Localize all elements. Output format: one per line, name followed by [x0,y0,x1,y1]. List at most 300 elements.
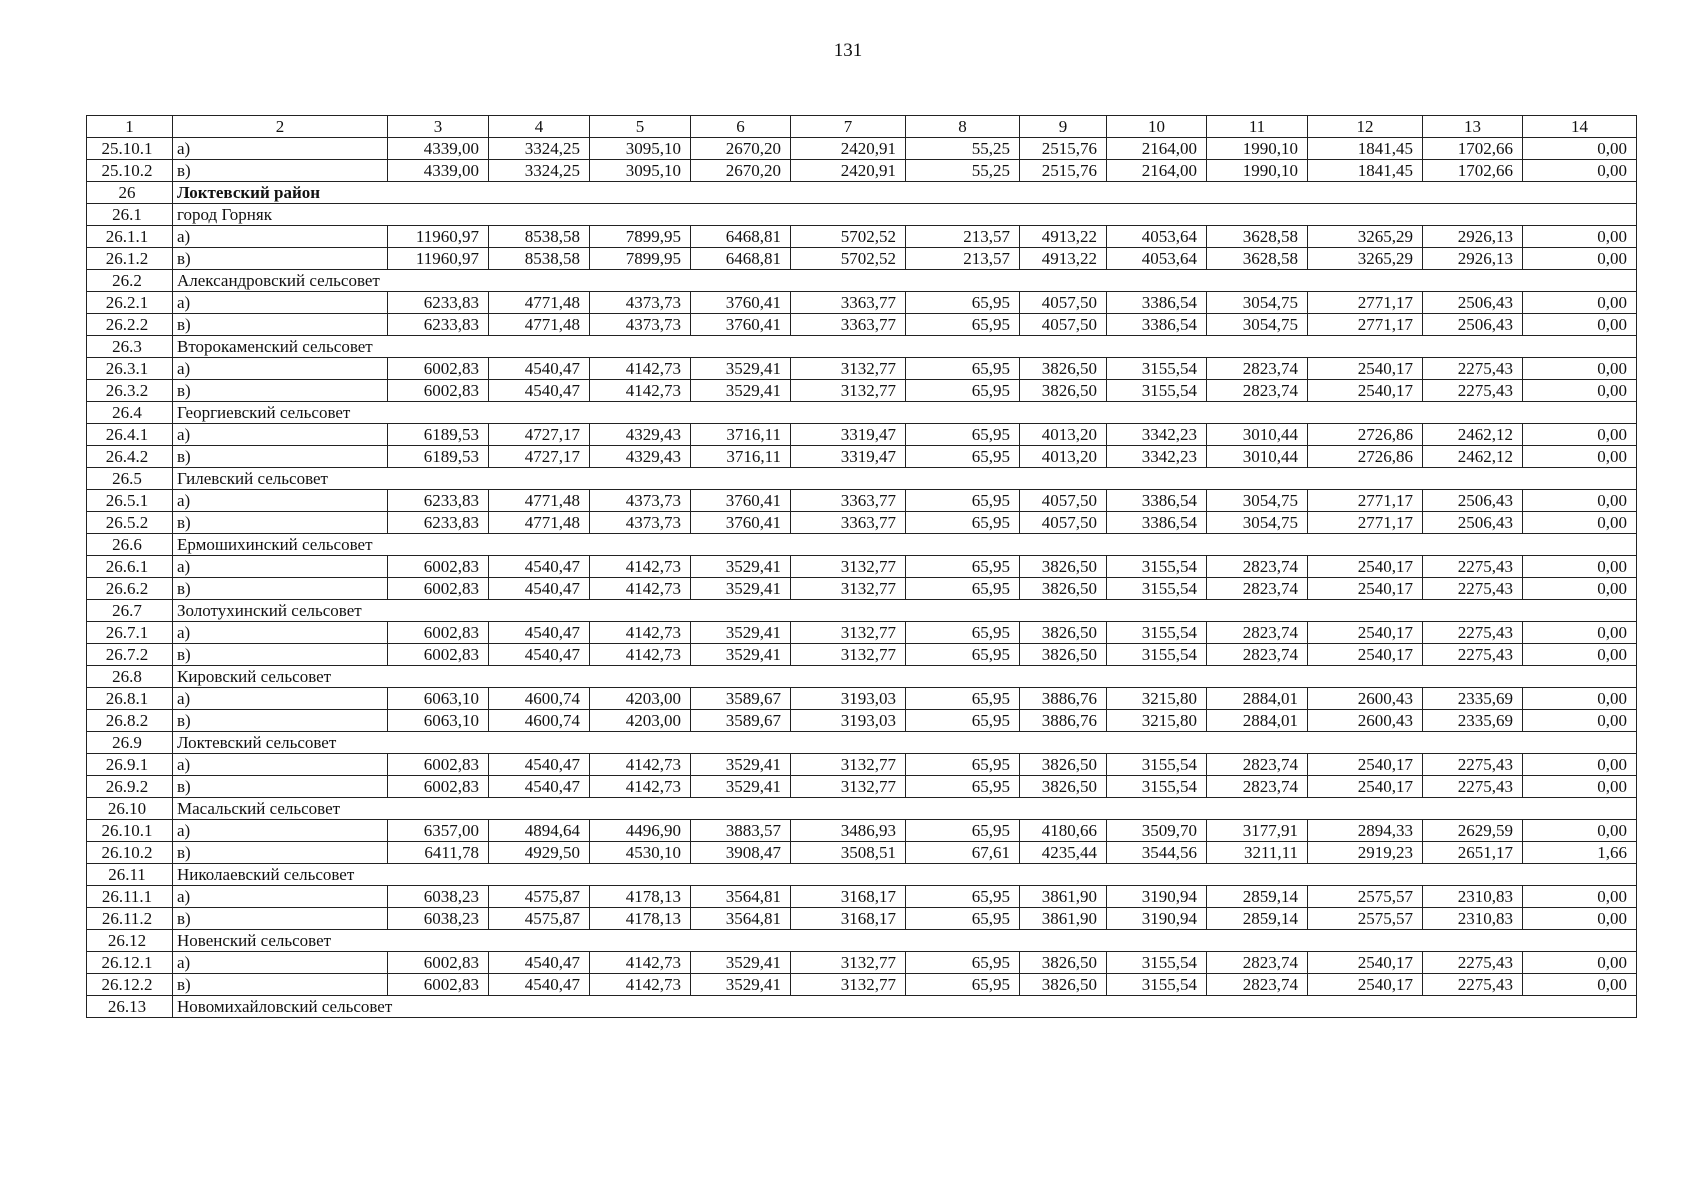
value-cell: 3265,29 [1308,226,1423,248]
value-cell: 3132,77 [791,556,906,578]
value-cell: 0,00 [1523,138,1637,160]
value-cell: 2919,23 [1308,842,1423,864]
value-cell: 2275,43 [1423,952,1523,974]
table-row [87,314,1637,336]
row-code: 25.10.2 [87,160,173,182]
value-cell: 4339,00 [388,160,489,182]
value-cell: 0,00 [1523,886,1637,908]
value-cell: 2600,43 [1308,688,1423,710]
value-cell: 4373,73 [590,512,691,534]
value-cell: 65,95 [906,710,1020,732]
table-row [87,842,1637,864]
value-cell: 3132,77 [791,776,906,798]
value-cell: 3886,76 [1020,710,1107,732]
value-cell: 3215,80 [1107,710,1207,732]
value-cell: 3155,54 [1107,644,1207,666]
value-cell: 3529,41 [691,556,791,578]
value-cell: 3168,17 [791,886,906,908]
value-cell: 2275,43 [1423,578,1523,600]
value-cell: 0,00 [1523,490,1637,512]
value-cell: 4235,44 [1020,842,1107,864]
row-label: в) [173,908,388,930]
value-cell: 3155,54 [1107,622,1207,644]
value-cell: 4057,50 [1020,314,1107,336]
value-cell: 3211,11 [1207,842,1308,864]
column-header: 12 [1308,116,1423,138]
row-code: 26.3.1 [87,358,173,380]
value-cell: 3054,75 [1207,292,1308,314]
value-cell: 2823,74 [1207,754,1308,776]
column-header: 1 [87,116,173,138]
row-code: 26.1.2 [87,248,173,270]
value-cell: 2894,33 [1308,820,1423,842]
value-cell: 2884,01 [1207,688,1308,710]
value-cell: 3155,54 [1107,556,1207,578]
row-label: в) [173,314,388,336]
section-title: Георгиевский сельсовет [173,402,1637,424]
row-code: 26.1.1 [87,226,173,248]
value-cell: 2670,20 [691,138,791,160]
section-row [87,864,1637,886]
row-code: 26.10.1 [87,820,173,842]
value-cell: 2506,43 [1423,314,1523,336]
value-cell: 0,00 [1523,710,1637,732]
row-label: в) [173,578,388,600]
value-cell: 0,00 [1523,358,1637,380]
value-cell: 3095,10 [590,160,691,182]
value-cell: 2275,43 [1423,622,1523,644]
value-cell: 3132,77 [791,974,906,996]
value-cell: 3155,54 [1107,358,1207,380]
value-cell: 3155,54 [1107,974,1207,996]
section-row [87,182,1637,204]
value-cell: 4057,50 [1020,490,1107,512]
section-row [87,666,1637,688]
value-cell: 4373,73 [590,292,691,314]
value-cell: 3564,81 [691,908,791,930]
value-cell: 0,00 [1523,820,1637,842]
row-code: 26.6.1 [87,556,173,578]
column-header: 5 [590,116,691,138]
value-cell: 0,00 [1523,754,1637,776]
value-cell: 3324,25 [489,160,590,182]
value-cell: 65,95 [906,578,1020,600]
table-row [87,688,1637,710]
value-cell: 6002,83 [388,776,489,798]
value-cell: 65,95 [906,754,1020,776]
section-title: Новомихайловский сельсовет [173,996,1637,1018]
row-code: 26.11.2 [87,908,173,930]
value-cell: 2540,17 [1308,754,1423,776]
value-cell: 2540,17 [1308,380,1423,402]
value-cell: 6233,83 [388,490,489,512]
row-code: 26.4 [87,402,173,424]
row-label: а) [173,688,388,710]
value-cell: 4540,47 [489,952,590,974]
section-row [87,534,1637,556]
value-cell: 1841,45 [1308,138,1423,160]
value-cell: 3486,93 [791,820,906,842]
value-cell: 2275,43 [1423,358,1523,380]
value-cell: 4540,47 [489,776,590,798]
value-cell: 2600,43 [1308,710,1423,732]
value-cell: 1702,66 [1423,160,1523,182]
value-cell: 3190,94 [1107,886,1207,908]
value-cell: 4540,47 [489,644,590,666]
value-cell: 4540,47 [489,622,590,644]
value-cell: 7899,95 [590,226,691,248]
section-row [87,204,1637,226]
section-title: Масальский сельсовет [173,798,1637,820]
value-cell: 11960,97 [388,226,489,248]
value-cell: 65,95 [906,952,1020,974]
value-cell: 2540,17 [1308,952,1423,974]
value-cell: 3324,25 [489,138,590,160]
value-cell: 3716,11 [691,446,791,468]
value-cell: 3132,77 [791,358,906,380]
value-cell: 4771,48 [489,292,590,314]
row-label: а) [173,886,388,908]
value-cell: 4142,73 [590,644,691,666]
value-cell: 3589,67 [691,710,791,732]
value-cell: 4771,48 [489,490,590,512]
value-cell: 4727,17 [489,446,590,468]
value-cell: 3628,58 [1207,248,1308,270]
value-cell: 3132,77 [791,754,906,776]
value-cell: 6233,83 [388,314,489,336]
value-cell: 3386,54 [1107,292,1207,314]
tariff-table [86,115,1637,1018]
value-cell: 3861,90 [1020,886,1107,908]
value-cell: 4142,73 [590,776,691,798]
value-cell: 3529,41 [691,974,791,996]
value-cell: 7899,95 [590,248,691,270]
value-cell: 2823,74 [1207,358,1308,380]
value-cell: 4178,13 [590,908,691,930]
value-cell: 6233,83 [388,512,489,534]
value-cell: 2420,91 [791,160,906,182]
value-cell: 2420,91 [791,138,906,160]
value-cell: 2823,74 [1207,556,1308,578]
table-row [87,380,1637,402]
section-title: Кировский сельсовет [173,666,1637,688]
section-row [87,798,1637,820]
value-cell: 3319,47 [791,446,906,468]
row-code: 26.13 [87,996,173,1018]
value-cell: 2506,43 [1423,292,1523,314]
row-code: 26.8.1 [87,688,173,710]
value-cell: 0,00 [1523,556,1637,578]
value-cell: 3886,76 [1020,688,1107,710]
value-cell: 4540,47 [489,380,590,402]
value-cell: 4540,47 [489,556,590,578]
row-label: а) [173,226,388,248]
value-cell: 6063,10 [388,688,489,710]
value-cell: 0,00 [1523,160,1637,182]
section-title: Локтевский район [173,182,1637,204]
row-code: 26.10.2 [87,842,173,864]
row-label: а) [173,622,388,644]
value-cell: 2275,43 [1423,754,1523,776]
column-header: 8 [906,116,1020,138]
row-code: 26.2.1 [87,292,173,314]
value-cell: 6233,83 [388,292,489,314]
value-cell: 4329,43 [590,446,691,468]
value-cell: 4530,10 [590,842,691,864]
value-cell: 4053,64 [1107,248,1207,270]
value-cell: 3564,81 [691,886,791,908]
value-cell: 65,95 [906,776,1020,798]
section-title: Александровский сельсовет [173,270,1637,292]
value-cell: 4540,47 [489,754,590,776]
value-cell: 1,66 [1523,842,1637,864]
value-cell: 6038,23 [388,908,489,930]
value-cell: 6002,83 [388,754,489,776]
row-label: в) [173,974,388,996]
value-cell: 3529,41 [691,380,791,402]
row-code: 26.9.1 [87,754,173,776]
value-cell: 4142,73 [590,622,691,644]
value-cell: 4142,73 [590,952,691,974]
value-cell: 0,00 [1523,578,1637,600]
section-title: Новенский сельсовет [173,930,1637,952]
value-cell: 3826,50 [1020,358,1107,380]
value-cell: 65,95 [906,908,1020,930]
value-cell: 4203,00 [590,710,691,732]
table-row [87,512,1637,534]
value-cell: 2823,74 [1207,776,1308,798]
value-cell: 4339,00 [388,138,489,160]
row-label: в) [173,776,388,798]
row-label: а) [173,820,388,842]
section-row [87,270,1637,292]
value-cell: 65,95 [906,644,1020,666]
value-cell: 4540,47 [489,578,590,600]
value-cell: 0,00 [1523,644,1637,666]
column-header: 11 [1207,116,1308,138]
value-cell: 3826,50 [1020,974,1107,996]
row-code: 26.7.1 [87,622,173,644]
value-cell: 11960,97 [388,248,489,270]
table-row [87,644,1637,666]
value-cell: 2823,74 [1207,380,1308,402]
value-cell: 3190,94 [1107,908,1207,930]
value-cell: 0,00 [1523,622,1637,644]
row-label: а) [173,424,388,446]
table-row [87,908,1637,930]
value-cell: 213,57 [906,248,1020,270]
value-cell: 3529,41 [691,776,791,798]
value-cell: 2275,43 [1423,380,1523,402]
value-cell: 2275,43 [1423,556,1523,578]
value-cell: 3529,41 [691,644,791,666]
row-label: а) [173,556,388,578]
table-row [87,490,1637,512]
row-code: 26.6 [87,534,173,556]
section-title: Николаевский сельсовет [173,864,1637,886]
value-cell: 2462,12 [1423,424,1523,446]
table-row [87,424,1637,446]
value-cell: 3363,77 [791,292,906,314]
value-cell: 0,00 [1523,226,1637,248]
value-cell: 3386,54 [1107,314,1207,336]
column-header: 3 [388,116,489,138]
value-cell: 3168,17 [791,908,906,930]
value-cell: 3265,29 [1308,248,1423,270]
row-label: а) [173,754,388,776]
value-cell: 3760,41 [691,490,791,512]
value-cell: 8538,58 [489,248,590,270]
value-cell: 6002,83 [388,974,489,996]
value-cell: 2164,00 [1107,160,1207,182]
column-header: 7 [791,116,906,138]
value-cell: 65,95 [906,380,1020,402]
value-cell: 4013,20 [1020,424,1107,446]
value-cell: 2859,14 [1207,908,1308,930]
row-code: 26 [87,182,173,204]
value-cell: 2823,74 [1207,622,1308,644]
value-cell: 4600,74 [489,710,590,732]
value-cell: 2540,17 [1308,578,1423,600]
value-cell: 4575,87 [489,908,590,930]
value-cell: 2823,74 [1207,952,1308,974]
value-cell: 3132,77 [791,952,906,974]
value-cell: 67,61 [906,842,1020,864]
value-cell: 4142,73 [590,974,691,996]
value-cell: 2540,17 [1308,556,1423,578]
value-cell: 6002,83 [388,578,489,600]
value-cell: 1841,45 [1308,160,1423,182]
value-cell: 3589,67 [691,688,791,710]
column-header: 9 [1020,116,1107,138]
value-cell: 1990,10 [1207,160,1308,182]
column-number-row [87,116,1637,138]
table-row [87,138,1637,160]
value-cell: 2310,83 [1423,908,1523,930]
value-cell: 0,00 [1523,314,1637,336]
value-cell: 0,00 [1523,908,1637,930]
value-cell: 0,00 [1523,952,1637,974]
value-cell: 6002,83 [388,952,489,974]
table-row [87,358,1637,380]
table-row [87,446,1637,468]
value-cell: 2575,57 [1308,886,1423,908]
value-cell: 2726,86 [1308,424,1423,446]
value-cell: 6468,81 [691,226,791,248]
value-cell: 5702,52 [791,226,906,248]
value-cell: 65,95 [906,556,1020,578]
value-cell: 2515,76 [1020,138,1107,160]
section-row [87,402,1637,424]
value-cell: 3716,11 [691,424,791,446]
value-cell: 5702,52 [791,248,906,270]
value-cell: 4142,73 [590,556,691,578]
value-cell: 4929,50 [489,842,590,864]
value-cell: 4540,47 [489,358,590,380]
value-cell: 3177,91 [1207,820,1308,842]
value-cell: 3155,54 [1107,952,1207,974]
value-cell: 3529,41 [691,622,791,644]
row-code: 26.4.2 [87,446,173,468]
value-cell: 3529,41 [691,754,791,776]
column-header: 2 [173,116,388,138]
value-cell: 3760,41 [691,314,791,336]
row-code: 26.6.2 [87,578,173,600]
value-cell: 3155,54 [1107,754,1207,776]
value-cell: 2670,20 [691,160,791,182]
value-cell: 4600,74 [489,688,590,710]
row-label: в) [173,160,388,182]
row-label: а) [173,138,388,160]
value-cell: 3386,54 [1107,490,1207,512]
value-cell: 55,25 [906,138,1020,160]
value-cell: 3010,44 [1207,424,1308,446]
value-cell: 2540,17 [1308,644,1423,666]
value-cell: 4142,73 [590,578,691,600]
value-cell: 2540,17 [1308,776,1423,798]
value-cell: 2310,83 [1423,886,1523,908]
value-cell: 6357,00 [388,820,489,842]
row-label: а) [173,358,388,380]
value-cell: 6468,81 [691,248,791,270]
row-label: а) [173,292,388,314]
value-cell: 0,00 [1523,424,1637,446]
value-cell: 3054,75 [1207,490,1308,512]
column-header: 10 [1107,116,1207,138]
row-code: 26.12 [87,930,173,952]
value-cell: 3861,90 [1020,908,1107,930]
value-cell: 0,00 [1523,380,1637,402]
value-cell: 4894,64 [489,820,590,842]
value-cell: 3342,23 [1107,424,1207,446]
value-cell: 2771,17 [1308,490,1423,512]
row-label: в) [173,446,388,468]
row-code: 26.5.2 [87,512,173,534]
value-cell: 2275,43 [1423,644,1523,666]
value-cell: 4180,66 [1020,820,1107,842]
value-cell: 8538,58 [489,226,590,248]
value-cell: 3342,23 [1107,446,1207,468]
row-code: 26.5 [87,468,173,490]
value-cell: 6063,10 [388,710,489,732]
value-cell: 3509,70 [1107,820,1207,842]
row-code: 26.9.2 [87,776,173,798]
section-title: Золотухинский сельсовет [173,600,1637,622]
row-label: в) [173,248,388,270]
value-cell: 2462,12 [1423,446,1523,468]
row-code: 26.5.1 [87,490,173,512]
value-cell: 3508,51 [791,842,906,864]
value-cell: 2771,17 [1308,292,1423,314]
row-code: 26.8.2 [87,710,173,732]
value-cell: 3155,54 [1107,380,1207,402]
value-cell: 3529,41 [691,578,791,600]
value-cell: 2629,59 [1423,820,1523,842]
table-body [87,138,1637,1018]
row-code: 26.1 [87,204,173,226]
section-row [87,468,1637,490]
row-code: 25.10.1 [87,138,173,160]
value-cell: 3132,77 [791,622,906,644]
value-cell: 2506,43 [1423,512,1523,534]
row-label: а) [173,952,388,974]
row-code: 26.7 [87,600,173,622]
value-cell: 3883,57 [691,820,791,842]
value-cell: 4142,73 [590,358,691,380]
table-row [87,248,1637,270]
value-cell: 3215,80 [1107,688,1207,710]
value-cell: 65,95 [906,622,1020,644]
